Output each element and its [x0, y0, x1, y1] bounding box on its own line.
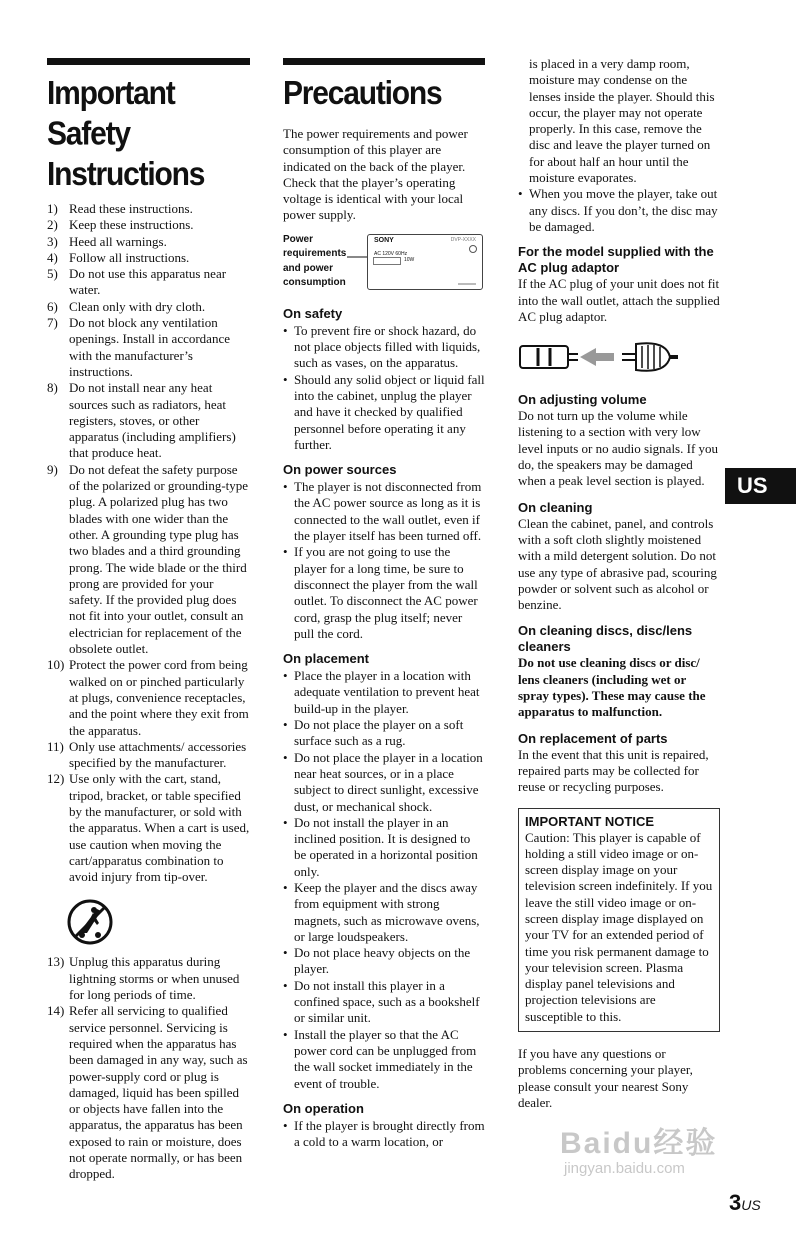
page-number — [729, 1190, 761, 1216]
item-text: Protect the power cord from being walked on or pinched particularly at plugs, convenience receptacles, and the point where they exit from the apparatus. — [69, 657, 249, 738]
item-number: 6) — [47, 298, 58, 314]
safety-item — [47, 739, 250, 772]
label-circle — [469, 245, 477, 253]
item-text: Heed all warnings. — [69, 233, 167, 249]
left-column — [47, 0, 250, 1183]
safety-item — [47, 657, 250, 738]
item-text: Do not use this apparatus near water. — [69, 266, 227, 298]
safety-bullet: • To prevent fire or shock hazard, do not place objects filled with liquids, such as vases, on the apparatus. — [283, 323, 485, 372]
safety-bullets — [283, 323, 485, 453]
placement-bullets — [283, 668, 485, 1092]
baidu-watermark — [560, 1118, 717, 1177]
placement-bullet: • Install the player so that the AC power cord can be unplugged from the wall socket immediately in the event of trouble. — [283, 1027, 485, 1092]
safety-list-continued — [47, 954, 250, 1182]
label-voltage: AC 120V 60Hz — [374, 250, 408, 257]
item-number: 8) — [47, 380, 58, 396]
power-bullets — [283, 479, 485, 642]
safety-item — [47, 954, 250, 1003]
notice-heading: IMPORTANT NOTICE — [525, 813, 655, 829]
item-text: Clean only with dry cloth. — [69, 298, 206, 314]
safety-item — [47, 234, 250, 250]
operation-continued: is placed in a very damp room, moisture may condense on the lenses inside the player. Should this occur, the player may not operate properly. In this case, remove the disc and leave the player turned on for about half an hour until the moisture evaporates. — [529, 56, 715, 186]
placement-bullet: • Do not install this player in a confined space, such as a bookshelf or similar unit. — [283, 978, 485, 1027]
safety-item — [47, 250, 250, 266]
label-brand: SONY — [374, 236, 394, 244]
item-number: 10) — [47, 657, 65, 673]
cleaning-text: Clean the cabinet, panel, and controls with a soft cloth slightly moistened with a mild detergent solution. Do not use any type of abrasive pad, scouring powder or solvent such as alcohol or benzine. — [518, 515, 717, 613]
item-number: 3) — [47, 233, 58, 249]
placement-bullet: • Place the player in a location with adequate ventilation to prevent heat build-up in the player. — [283, 668, 485, 717]
power-heading: On power sources — [283, 462, 397, 478]
item-number: 13) — [47, 954, 65, 970]
title-rule — [47, 58, 250, 65]
item-number: 14) — [47, 1003, 65, 1019]
label-box — [373, 257, 401, 265]
safety-heading: On safety — [283, 305, 343, 321]
item-text: Read these instructions. — [69, 201, 193, 216]
volume-heading: On adjusting volume — [518, 392, 647, 408]
discs-text: Do not use cleaning discs or disc/ lens cleaners (including wet or spray types). These may cause the apparatus to malfunction. — [518, 655, 706, 720]
item-text: Refer all servicing to qualified service personnel. Servicing is required when the apparatus has been damaged in any way, such as power-supply cord or plug is damaged, liquid has been spilled or objects have fallen into the apparatus, the apparatus has been exposed to rain or moisture, does not operate normally, or has been dropped. — [69, 1003, 248, 1182]
watermark-text: Baidu经验 — [560, 1127, 718, 1160]
item-text: Do not defeat the safety purpose of the polarized or grounding-type plug. A polarized plug has two blades with one wider than the other. A grounding type plug has two blades and a third grounding prong. The wide blade or the third prong are provided for your safety. If the provided plug does not fit into your outlet, consult an electrician for replacement of the obsolete outlet. — [69, 461, 249, 657]
parts-heading: On replacement of parts — [518, 730, 668, 746]
safety-item — [47, 217, 250, 233]
placement-heading: On placement — [283, 651, 369, 667]
item-text: Follow all instructions. — [69, 249, 190, 265]
discs-heading: On cleaning discs, disc/lens cleaners — [518, 623, 693, 655]
safety-item — [47, 1003, 250, 1182]
item-number: 5) — [47, 266, 58, 282]
caption-pointer — [347, 247, 367, 267]
safety-item — [47, 380, 250, 461]
power-bullet: • The player is not disconnected from the AC power source as long as it is connected to the wall outlet, even if the player itself has been turned off. — [283, 479, 485, 544]
safety-item — [47, 315, 250, 380]
item-text: Do not install near any heat sources such as radiators, heat registers, stoves, or other apparatus (including amplifiers) that produce heat. — [69, 380, 236, 461]
cleaning-heading: On cleaning — [518, 499, 593, 515]
cart-warning-icon — [67, 899, 113, 945]
us-region-tab: US — [725, 468, 796, 504]
parts-text: In the event that this unit is repaired, repaired parts may be collected for reuse or recycling purposes. — [518, 746, 709, 795]
label-watt: 10W — [404, 256, 415, 263]
move-bullet-list — [518, 186, 720, 235]
move-bullet: • When you move the player, take out any discs. If you don’t, the disc may be damaged. — [518, 186, 720, 235]
label-fineprint — [458, 283, 476, 285]
item-text: Only use attachments/ accessories specified by the manufacturer. — [69, 738, 247, 771]
safety-list — [47, 201, 250, 885]
power-bullet: • If you are not going to use the player for a long time, be sure to disconnect the player from the wall outlet. To disconnect the AC power cord, grasp the plug itself; never pull the cord. — [283, 544, 485, 642]
adaptor-text: If the AC plug of your unit does not fit into the wall outlet, attach the supplied AC plug adaptor. — [518, 276, 720, 324]
power-label-caption: Power requirements and power consumption — [283, 233, 347, 289]
watermark-url: jingyan.baidu.com — [564, 1160, 685, 1177]
questions-text: If you have any questions or problems concerning your player, please consult your nearest Sony dealer. — [518, 1046, 693, 1110]
safety-item — [47, 462, 250, 658]
volume-text: Do not turn up the volume while listening to a section with very low level inputs or no audio signals. If you do, the speakers may be damaged when a peak level section is played. — [518, 408, 719, 489]
label-model: DVP-XXXX — [450, 236, 476, 243]
item-number: 2) — [47, 217, 58, 233]
plug-adaptor-illustration — [518, 334, 720, 384]
item-text: Unplug this apparatus during lightning storms or when unused for long periods of time. — [69, 954, 240, 1003]
rating-label — [367, 234, 483, 290]
power-label-figure — [283, 233, 485, 293]
safety-title-line2: Instructions — [47, 155, 205, 193]
safety-item — [47, 771, 250, 885]
item-text: Use only with the cart, stand, tripod, bracket, or table specified by the manufacturer, or sold with the apparatus. When a cart is used, use caution when moving the cart/apparatus combination to avoid injury from tip-over. — [69, 771, 250, 885]
notice-text: Caution: This player is capable of holding a still video image or on-screen display image on your television screen indefinitely. If you leave the still video image or on-screen display image displayed on your TV for an extended period of time you risk permanent damage to your television screen. Plasma display panel televisions and projection televisions are susceptible to this. — [525, 829, 713, 1024]
safety-item — [47, 299, 250, 315]
safety-bullet: • Should any solid object or liquid fall into the cabinet, unplug the player and have it checked by qualified personnel before operating it any further. — [283, 372, 485, 453]
item-number: 11) — [47, 738, 64, 754]
item-text: Keep these instructions. — [69, 217, 194, 233]
adaptor-heading: For the model supplied with the AC plug adaptor — [518, 244, 714, 276]
safety-title-line1: Important Safety — [47, 75, 175, 153]
precautions-title: Precautions — [283, 75, 442, 113]
operation-bullet: • If the player is brought directly from a cold to a warm location, or — [283, 1118, 485, 1151]
item-text: Do not block any ventilation openings. Install in accordance with the manufacturer’s instructions. — [69, 315, 230, 379]
item-number: 12) — [47, 771, 65, 787]
precautions-rule — [283, 58, 485, 65]
right-column — [518, 0, 720, 1111]
item-number: 1) — [47, 201, 58, 216]
page-number-digit: 3 — [729, 1190, 742, 1215]
item-number: 4) — [47, 249, 58, 265]
item-number: 9) — [47, 461, 58, 477]
placement-bullet: • Keep the player and the discs away from equipment with strong magnets, such as microwave ovens, or large loudspeakers. — [283, 880, 485, 945]
safety-item — [47, 201, 250, 217]
placement-bullet: • Do not install the player in an inclined position. It is designed to be operated in a horizontal position only. — [283, 815, 485, 880]
placement-bullet: • Do not place heavy objects on the player. — [283, 945, 485, 978]
placement-bullet: • Do not place the player in a location near heat sources, or in a place subject to direct sunlight, excessive dust, or mechanical shock. — [283, 750, 485, 815]
page-number-suffix: US — [741, 1197, 761, 1213]
item-number: 7) — [47, 315, 58, 331]
placement-bullet: • Do not place the player on a soft surface such as a rug. — [283, 717, 485, 750]
safety-item — [47, 266, 250, 299]
important-notice-box — [518, 808, 720, 1033]
operation-bullets — [283, 1118, 485, 1151]
precautions-intro: The power requirements and power consumption of this player are indicated on the back of the player. Check that the player’s operating voltage is identical with your local power supply. — [283, 126, 468, 223]
middle-column — [283, 0, 485, 1150]
operation-heading: On operation — [283, 1100, 364, 1116]
safety-title — [47, 74, 250, 195]
